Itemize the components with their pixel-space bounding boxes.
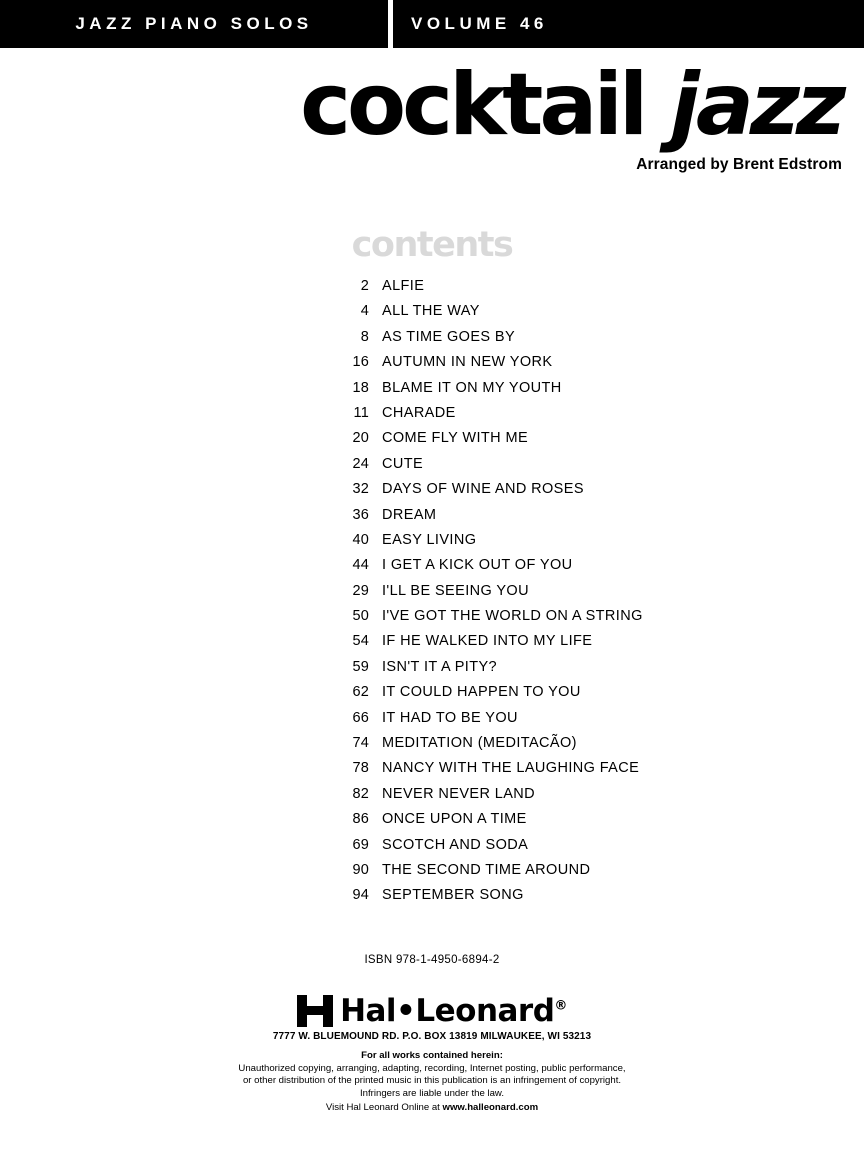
toc-page-number: 54	[352, 633, 369, 650]
arranger-credit: Arranged by Brent Edstrom	[636, 155, 842, 173]
toc-song-title: EASY LIVING	[382, 531, 477, 548]
page-title	[0, 55, 842, 155]
toc-row[interactable]	[0, 862, 864, 887]
toc-row[interactable]	[0, 735, 864, 760]
toc-row[interactable]	[0, 633, 864, 658]
contents-heading: contents	[351, 225, 513, 265]
series-label: JAZZ PIANO SOLOS	[75, 14, 313, 33]
toc-page-number: 29	[352, 582, 369, 599]
toc-song-title: NANCY WITH THE LAUGHING FACE	[382, 760, 640, 777]
toc-song-title: ISN'T IT A PITY?	[382, 658, 498, 675]
toc-page-number: 59	[352, 658, 369, 675]
toc-row[interactable]	[0, 354, 864, 379]
title-part-two: jazz	[670, 55, 842, 155]
toc-page-number: 20	[352, 430, 369, 447]
toc-row[interactable]	[0, 659, 864, 684]
toc-row[interactable]	[0, 887, 864, 912]
toc-row[interactable]	[0, 608, 864, 633]
website-link[interactable]: www.halleonard.com	[442, 1102, 539, 1113]
toc-row[interactable]	[0, 710, 864, 735]
toc-song-title: THE SECOND TIME AROUND	[382, 861, 591, 878]
legal-line-3: Infringers are liable under the law.	[360, 1087, 504, 1099]
toc-song-title: I'VE GOT THE WORLD ON A STRING	[382, 608, 643, 625]
toc-row[interactable]	[0, 583, 864, 608]
toc-row[interactable]	[0, 557, 864, 582]
toc-song-title: ALFIE	[382, 278, 425, 294]
toc-page-number: 4	[360, 303, 369, 320]
toc-row[interactable]	[0, 456, 864, 481]
toc-song-title: IF HE WALKED INTO MY LIFE	[382, 633, 593, 650]
publisher-logo	[0, 992, 864, 1029]
trademark-symbol: ®	[554, 998, 567, 1014]
toc-song-title: I'LL BE SEEING YOU	[382, 582, 529, 599]
toc-song-title: MEDITATION (MEDITACÃO)	[382, 735, 577, 752]
toc-row[interactable]	[0, 430, 864, 455]
toc-song-title: AS TIME GOES BY	[382, 328, 516, 345]
visit-block	[0, 1102, 864, 1115]
toc-row[interactable]	[0, 507, 864, 532]
visit-text: Visit Hal Leonard Online at	[325, 1102, 440, 1113]
toc-row[interactable]	[0, 684, 864, 709]
legal-heading: For all works contained herein:	[361, 1050, 503, 1061]
toc-page-number: 44	[352, 557, 369, 574]
toc-page-number: 16	[352, 354, 369, 371]
toc-page-number: 82	[352, 785, 369, 802]
title-part-one: cocktail	[300, 55, 645, 155]
toc-row[interactable]	[0, 786, 864, 811]
toc-row[interactable]	[0, 811, 864, 836]
toc-page-number: 18	[352, 379, 369, 396]
volume-label-container	[393, 0, 548, 48]
publisher-name-text: Hal•Leonard	[340, 992, 555, 1029]
toc-row[interactable]	[0, 481, 864, 506]
toc-song-title: SEPTEMBER SONG	[382, 887, 524, 904]
toc-row[interactable]	[0, 837, 864, 862]
toc-page-number: 62	[352, 684, 369, 701]
toc-song-title: ALL THE WAY	[382, 303, 480, 320]
toc-song-title: COME FLY WITH ME	[382, 430, 529, 447]
toc-song-title: I GET A KICK OUT OF YOU	[382, 557, 573, 574]
publisher-name	[340, 992, 567, 1029]
toc-page-number: 78	[352, 760, 369, 777]
toc-song-title: IT COULD HAPPEN TO YOU	[382, 684, 581, 701]
toc-row[interactable]	[0, 329, 864, 354]
title-block	[0, 55, 864, 174]
legal-notice	[0, 1050, 864, 1101]
toc-song-title: AUTUMN IN NEW YORK	[382, 354, 553, 371]
toc-page-number: 94	[352, 887, 369, 904]
toc-song-title: CUTE	[382, 455, 424, 472]
legal-line-1: Unauthorized copying, arranging, adapting, recording, Internet posting, public performance,	[238, 1062, 626, 1074]
publisher-address: 7777 W. BLUEMOUND RD. P.O. BOX 13819 MILWAUKEE, WI 53213	[272, 1031, 592, 1042]
toc-page-number: 50	[352, 608, 369, 625]
toc-song-title: ONCE UPON A TIME	[382, 811, 527, 828]
toc-row[interactable]	[0, 760, 864, 785]
toc-song-title: BLAME IT ON MY YOUTH	[382, 379, 562, 396]
isbn-text: ISBN 978-1-4950-6894-2	[364, 954, 500, 966]
toc-song-title: SCOTCH AND SODA	[382, 836, 529, 853]
toc-row[interactable]	[0, 303, 864, 328]
toc-page-number: 66	[352, 709, 369, 726]
legal-line-2: or other distribution of the printed music in this publication is an infringement of copyright.	[242, 1075, 622, 1087]
toc-page-number: 90	[352, 861, 369, 878]
toc-row[interactable]	[0, 532, 864, 557]
table-of-contents	[0, 278, 864, 913]
toc-page-number: 36	[352, 506, 369, 523]
toc-page-number: 86	[352, 811, 369, 828]
volume-label: VOLUME 46	[411, 14, 548, 33]
toc-song-title: DREAM	[382, 506, 437, 523]
toc-page-number: 2	[360, 278, 369, 294]
toc-page-number: 74	[352, 735, 369, 752]
toc-page-number: 8	[360, 328, 369, 345]
toc-song-title: DAYS OF WINE AND ROSES	[382, 481, 584, 498]
toc-page-number: 40	[352, 531, 369, 548]
toc-song-title: CHARADE	[382, 404, 456, 421]
header-bar	[0, 0, 864, 48]
toc-page-number: 69	[352, 836, 369, 853]
series-label-container	[0, 0, 388, 48]
toc-page-number: 11	[353, 404, 369, 421]
toc-song-title: IT HAD TO BE YOU	[382, 709, 518, 726]
toc-page-number: 24	[352, 455, 369, 472]
toc-row[interactable]	[0, 405, 864, 430]
toc-row[interactable]	[0, 380, 864, 405]
toc-row[interactable]	[0, 278, 864, 303]
toc-page-number: 32	[352, 481, 369, 498]
toc-song-title: NEVER NEVER LAND	[382, 785, 536, 802]
hal-leonard-mark-icon	[297, 995, 333, 1027]
